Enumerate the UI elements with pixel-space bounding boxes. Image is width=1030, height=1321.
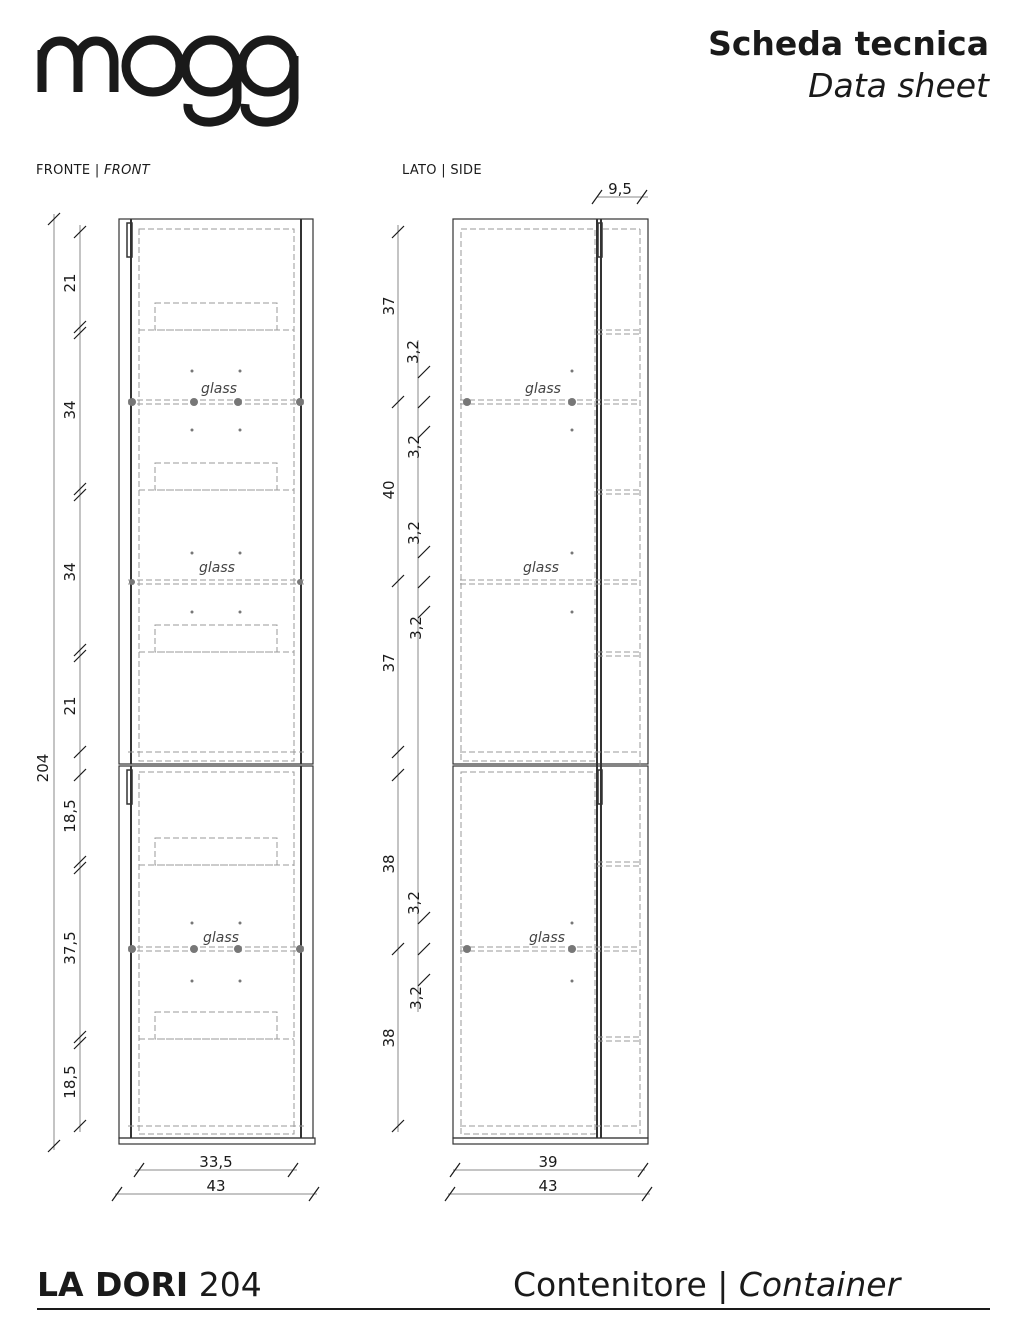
dimension-tick [418,943,430,955]
dim-side-seg-3: 3,2 [405,435,423,459]
front-view-label-en: FRONT [104,163,150,178]
dim-side-seg-4: 40 [380,480,398,500]
category-en: Container [738,1265,901,1304]
dim-side-seg-8: 38 [380,854,398,874]
front-lower-cabinet [119,766,313,1138]
product-name-bold: LA DORI [37,1265,189,1304]
dim-side-seg-11: 38 [380,1028,398,1048]
dimension-tick [418,366,430,378]
dim-front-inner-width: 33,5 [199,1153,233,1171]
dim-front-seg-4: 21 [61,696,79,716]
dimension-tick [418,396,430,408]
dim-side-inner-depth: 39 [538,1153,558,1171]
dim-side-seg-9: 3,2 [405,891,423,915]
front-view-drawing [119,219,315,1144]
dim-side-seg-1: 37 [380,296,398,316]
logo-text: mogg [36,20,39,21]
category-it: Contenitore [513,1265,707,1304]
side-lower-cabinet [453,766,648,1138]
footer-rule [37,1308,990,1310]
shelf-label-front-1: glass [201,381,237,397]
front-view-label-sep: | [94,163,100,178]
side-view-drawing [453,219,648,1144]
dim-front-seg-5: 18,5 [61,799,79,833]
side-view-label: LATO | SIDE [402,163,482,178]
dim-side-seg-5: 3,2 [405,521,423,545]
shelf-label-side-2: glass [523,560,559,576]
dim-side-seg-2: 3,2 [404,340,422,364]
dim-front-total-height: 204 [34,753,52,783]
dim-side-seg-7: 37 [380,653,398,673]
dim-front-outer-width: 43 [206,1177,226,1195]
header-subtitle: Data sheet [808,66,989,105]
shelf-label-side-3: glass [529,930,565,946]
side-upper-cabinet [453,219,648,764]
shelf-label-front-3: glass [203,930,239,946]
dim-front-seg-1: 21 [61,273,79,293]
shelf-label-side-1: glass [525,381,561,397]
header-title: Scheda tecnica [708,24,989,63]
dim-front-seg-2: 34 [61,400,79,420]
category-separator: | [717,1265,729,1304]
front-view-label-it: FRONTE [36,163,91,178]
dim-side-seg-6: 3,2 [407,616,425,640]
product-name [37,1265,262,1304]
dim-side-outer-depth: 43 [538,1177,558,1195]
front-upper-cabinet [119,219,313,764]
product-category [513,1265,900,1304]
dim-front-seg-7: 18,5 [61,1065,79,1099]
dimension-tick [418,576,430,588]
product-code: 204 [198,1265,262,1304]
dimension-tick [418,974,430,986]
shelf-label-front-2: glass [199,560,235,576]
dim-front-seg-6: 37,5 [61,931,79,965]
dim-side-seg-10: 3,2 [407,986,425,1010]
dim-side-top-depth: 9,5 [608,180,632,198]
dimension-tick [418,546,430,558]
dim-front-seg-3: 34 [61,562,79,582]
